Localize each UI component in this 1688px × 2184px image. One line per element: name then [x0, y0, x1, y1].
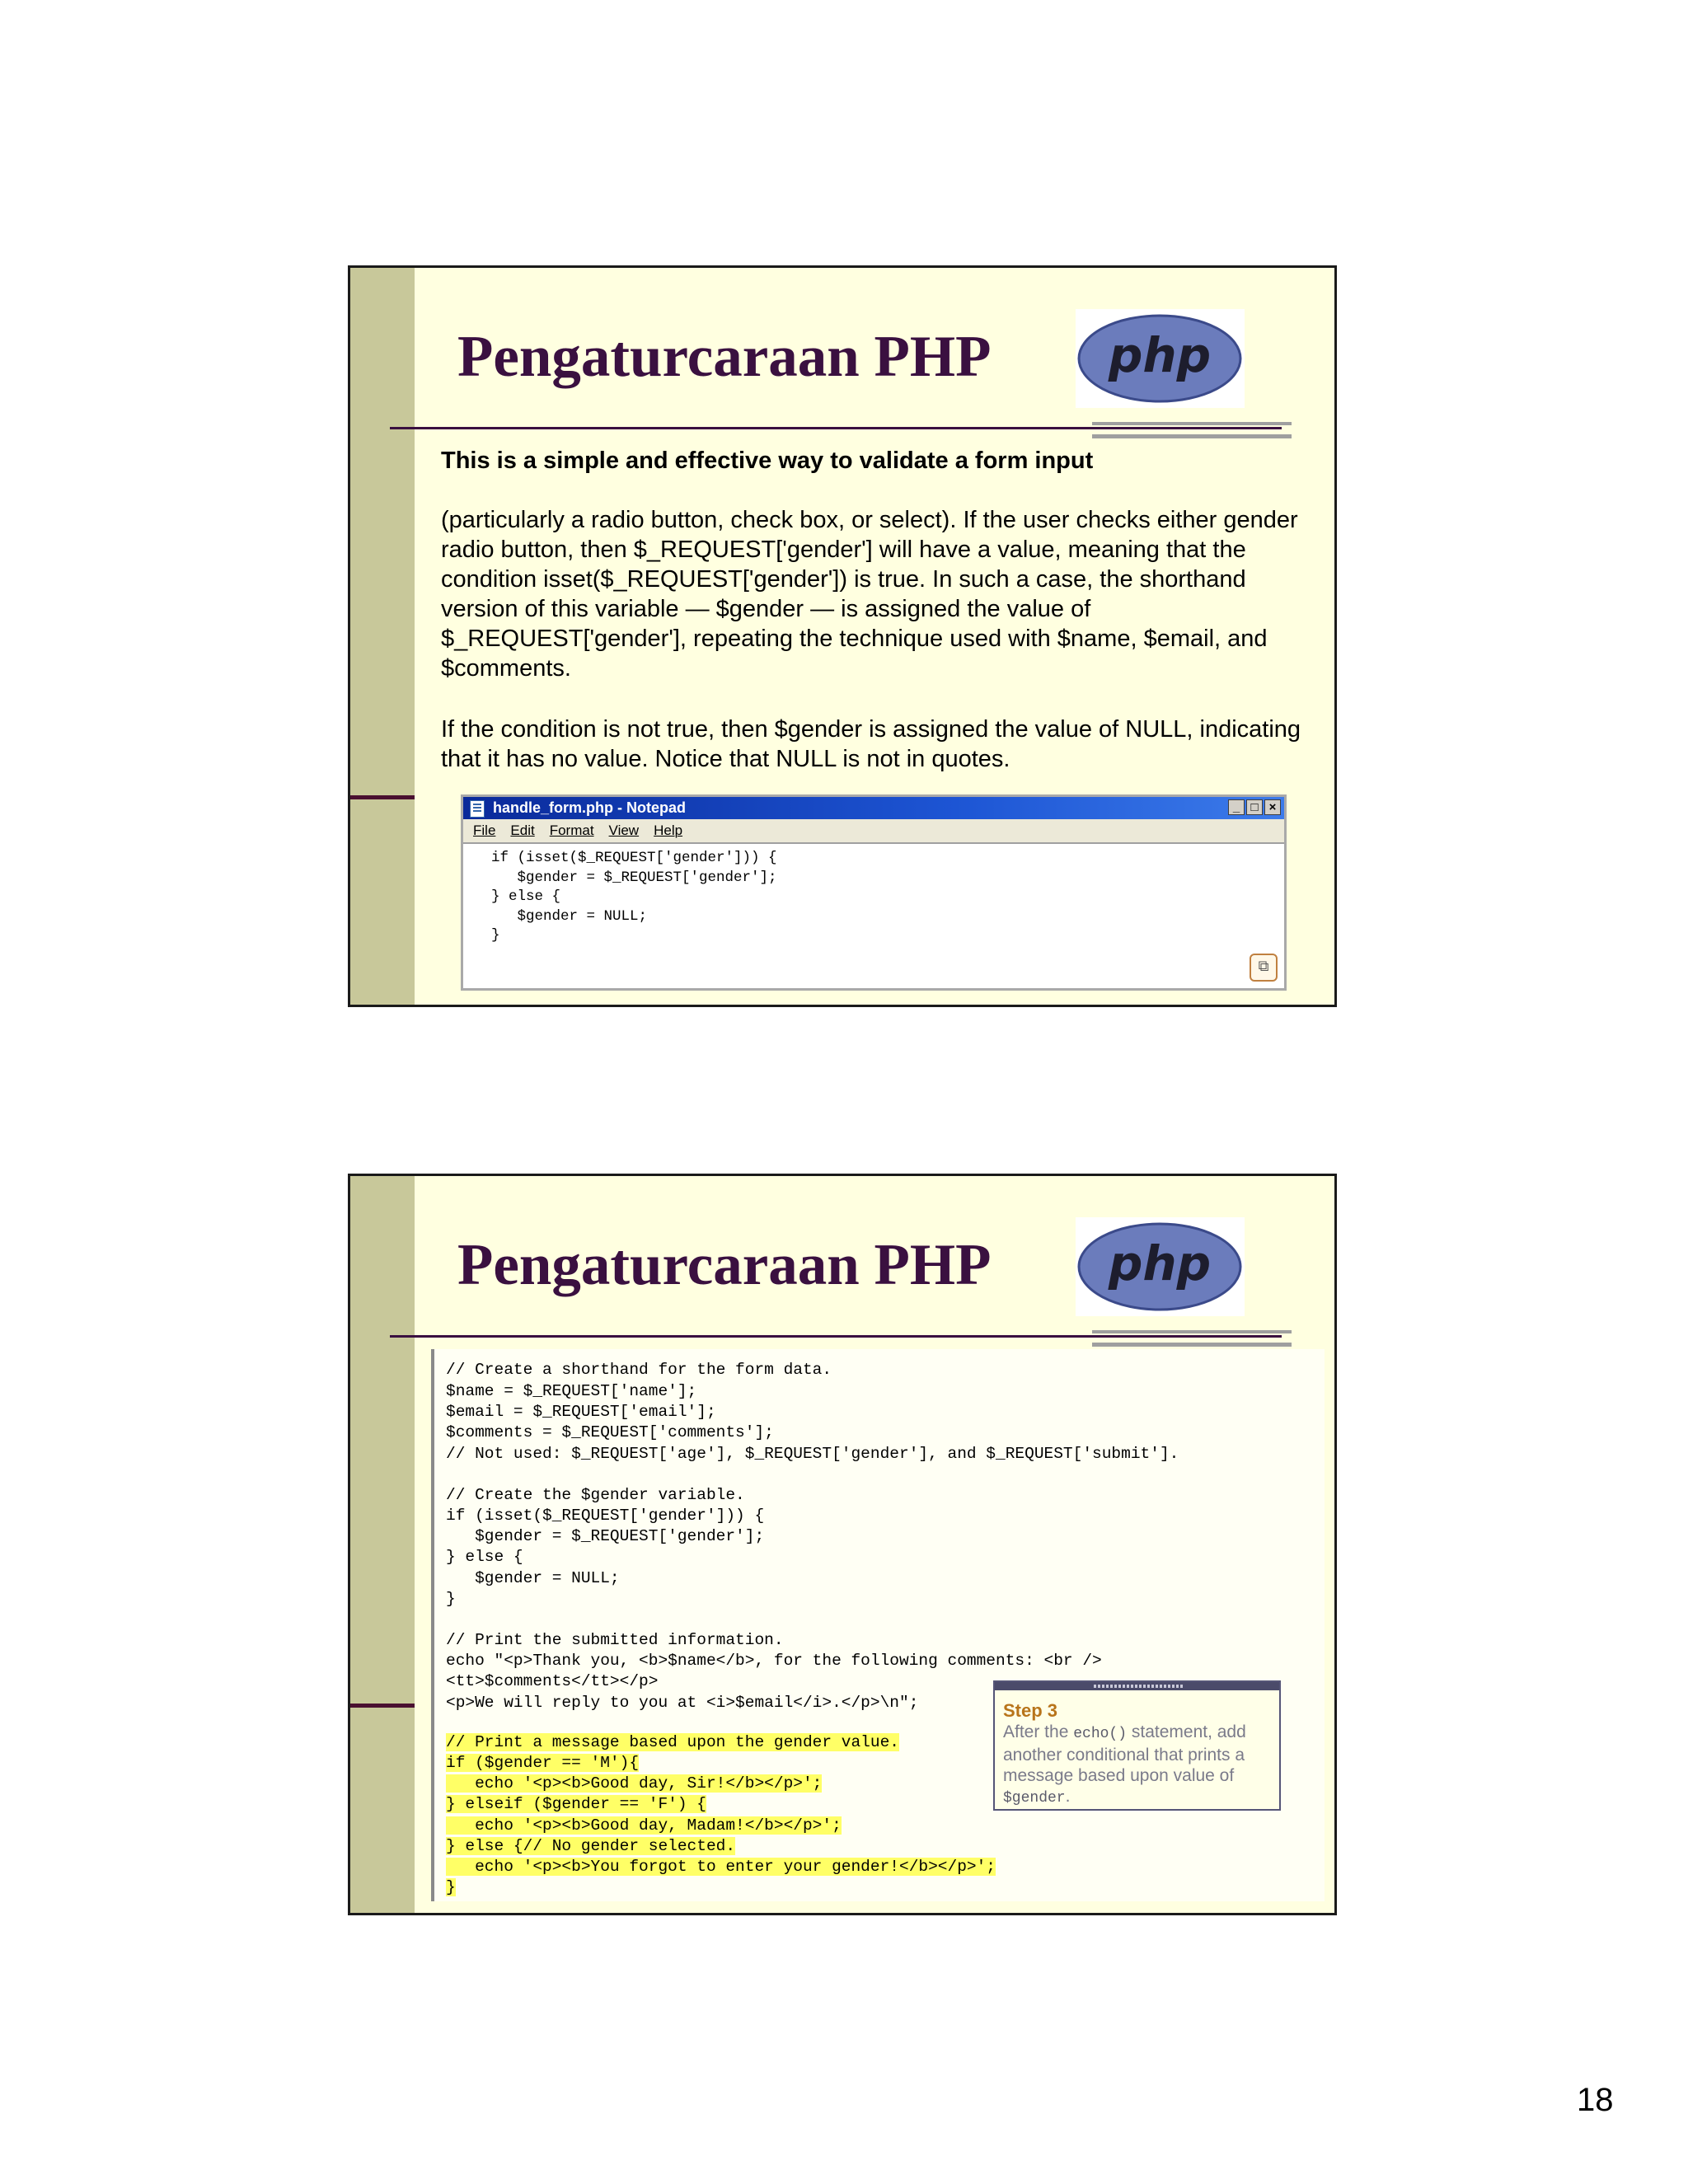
slide-sidebar	[350, 1176, 415, 1913]
callout-title: Step 3	[1003, 1700, 1058, 1721]
code-line: } else {	[446, 1548, 523, 1566]
code-line: <tt>$comments</tt></p>	[446, 1672, 659, 1690]
paragraph-2: If the condition is not true, then $gender is assigned the value of NULL, indicating that it has no value. Notice that NULL is not in quotes.	[441, 716, 1301, 772]
maximize-button[interactable]: □	[1246, 799, 1263, 815]
callout-grip[interactable]	[1094, 1685, 1184, 1688]
code-line: } else {// No gender selected.	[446, 1837, 736, 1855]
code-line: echo '<p><b>Good day, Sir!</b></p>';	[446, 1774, 823, 1793]
notepad-menubar	[463, 819, 1284, 844]
code-line: // Print the submitted information.	[446, 1631, 784, 1649]
code-line: if ($gender == 'M'){	[446, 1754, 640, 1772]
notepad-code[interactable]: if (isset($_REQUEST['gender'])) { $gender = $_REQUEST['gender']; } else { $gender = NULL; }	[491, 850, 777, 944]
callout-body: After the echo() statement, add another conditional that prints a message based upon value of $gender.	[1003, 1722, 1246, 1807]
menu-view[interactable]: View	[608, 823, 640, 838]
slide-title: Pengaturcaraan PHP	[457, 325, 992, 389]
copy-icon[interactable]: ⧉	[1250, 954, 1278, 982]
php-logo-text: php	[1108, 1235, 1212, 1291]
php-logo-text: php	[1108, 327, 1212, 383]
close-button[interactable]: ×	[1264, 799, 1281, 815]
code-line: $gender = $_REQUEST['gender'];	[446, 1527, 765, 1545]
notepad-title: handle_form.php - Notepad	[493, 799, 686, 816]
menu-format[interactable]: Format	[549, 823, 594, 838]
slide-title: Pengaturcaraan PHP	[457, 1233, 992, 1297]
php-logo	[1076, 1217, 1245, 1316]
code-line: // Not used: $_REQUEST['age'], $_REQUEST['gender'], and $_REQUEST['submit'].	[446, 1445, 1179, 1463]
code-line: <p>We will reply to you at <i>$email</i>.</p>\n";	[446, 1694, 919, 1712]
step-callout	[993, 1680, 1281, 1811]
code-line: } elseif ($gender == 'F') {	[446, 1795, 706, 1813]
code-line: echo '<p><b>Good day, Madam!</b></p>';	[446, 1816, 842, 1835]
code-line: $name = $_REQUEST['name'];	[446, 1382, 697, 1400]
code-line: echo '<p><b>You forgot to enter your gender!</b></p>';	[446, 1858, 996, 1876]
code-panel	[431, 1349, 1325, 1901]
code-line: }	[446, 1590, 456, 1608]
notepad-document-icon	[470, 800, 485, 818]
code-line: echo "<p>Thank you, <b>$name</b>, for the following comments: <br />	[446, 1652, 1102, 1670]
notepad-titlebar	[463, 797, 1284, 819]
php-logo	[1076, 309, 1245, 408]
title-accent-bar	[1092, 422, 1292, 438]
code-line: }	[446, 1878, 456, 1896]
slide-1	[348, 265, 1337, 1007]
menu-edit[interactable]: Edit	[510, 823, 535, 838]
slide-2	[348, 1174, 1337, 1915]
paragraph-1: (particularly a radio button, check box, or select). If the user checks either gender radio button, then $_REQUEST['gender'] will have a value, meaning that the condition isset($_REQUEST['gender']) is true. In such a case, the shorthand version of this variable — $gender — is assigned the value of $_REQUEST['gender'], repeating the technique used with $name, $email, and $comments.	[441, 507, 1298, 682]
menu-file[interactable]: File	[473, 823, 496, 838]
slide-sidebar	[350, 268, 415, 1005]
sidebar-tick	[350, 795, 415, 799]
code-line: // Print a message based upon the gender value.	[446, 1733, 899, 1751]
minimize-button[interactable]: _	[1228, 799, 1245, 815]
page-number: 18	[1577, 2082, 1614, 2118]
sidebar-tick	[350, 1704, 415, 1708]
lead-text: This is a simple and effective way to validate a form input	[441, 448, 1094, 474]
code-line: // Create a shorthand for the form data.	[446, 1361, 832, 1379]
menu-help[interactable]: Help	[654, 823, 683, 838]
code-line: $gender = NULL;	[446, 1569, 620, 1587]
notepad-window	[461, 794, 1287, 991]
code-line: $email = $_REQUEST['email'];	[446, 1403, 716, 1421]
code-line: $comments = $_REQUEST['comments'];	[446, 1423, 774, 1441]
code-line: if (isset($_REQUEST['gender'])) {	[446, 1507, 765, 1525]
title-accent-bar	[1092, 1330, 1292, 1347]
code-line: // Create the $gender variable.	[446, 1486, 745, 1504]
